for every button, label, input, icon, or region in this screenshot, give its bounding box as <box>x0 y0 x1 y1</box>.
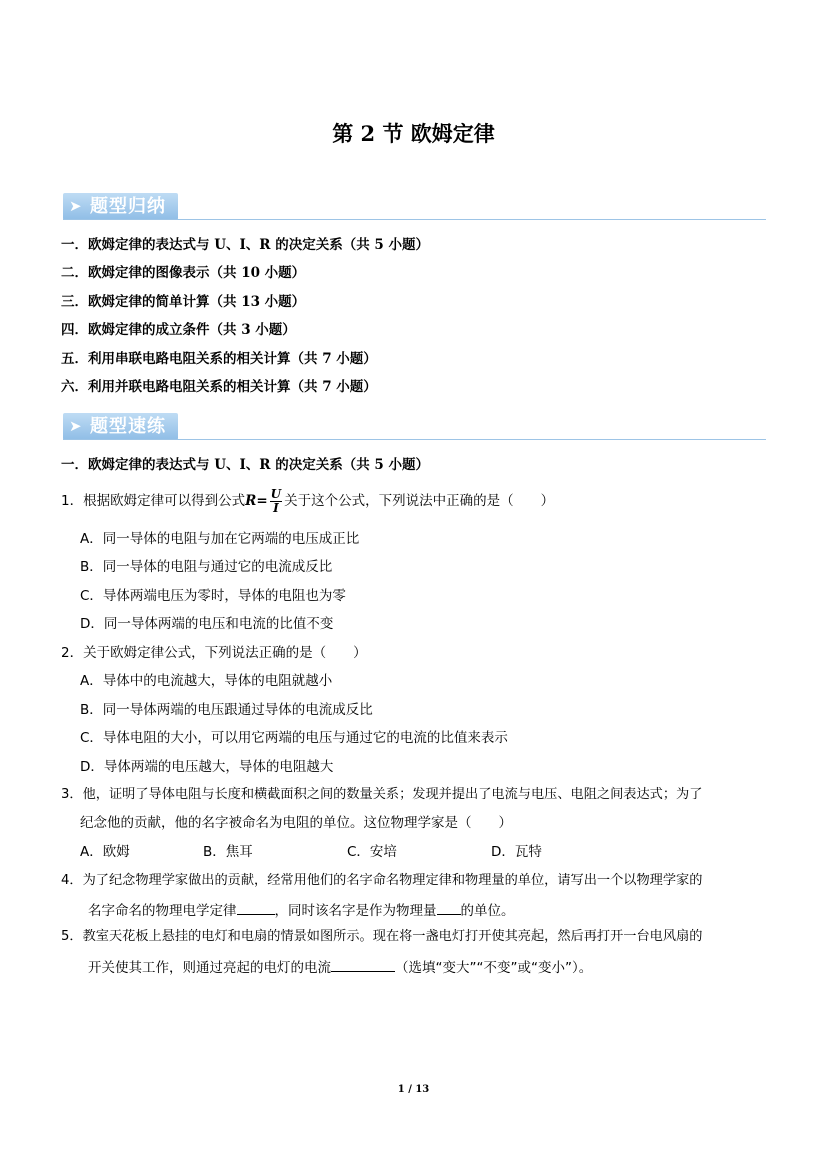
question-1 <box>61 487 771 515</box>
section-banner-practice <box>63 413 178 440</box>
question-stem-suffix: 关于这个公式，下列说法中正确的是（ ） <box>284 493 555 509</box>
option-d: D．同一导体两端的电压和电流的比值不变 <box>80 616 334 632</box>
question-2: 2．关于欧姆定律公式，下列说法正确的是（ ） <box>61 645 367 661</box>
formula-denominator: I <box>273 500 279 515</box>
question-4: 4．为了纪念物理学家做出的贡献，经常用他们的名字命名物理定律和物理量的单位，请写出一个以物理学家的 <box>61 873 703 888</box>
banner-label: 题型速练 <box>90 416 166 437</box>
option-c: C．导体两端电压为零时，导体的电阻也为零 <box>80 588 346 604</box>
question-5-cont <box>88 957 592 977</box>
answer-blank[interactable] <box>331 957 395 972</box>
answer-blank[interactable] <box>237 900 275 915</box>
formula-equals: = <box>256 493 268 509</box>
toc-item: 六．利用并联电路电阻关系的相关计算（共 7 小题） <box>61 379 377 395</box>
page-number: 1 / 13 <box>397 1084 430 1095</box>
toc-item: 二．欧姆定律的图像表示（共 10 小题） <box>61 265 306 281</box>
option-a: A．同一导体的电阻与加在它两端的电压成正比 <box>80 531 360 547</box>
toc-item: 四．欧姆定律的成立条件（共 3 小题） <box>61 322 296 338</box>
question-4-text: ，同时该名字是作为物理量 <box>274 903 437 919</box>
option-a: A．欧姆 <box>80 844 130 860</box>
question-4-text: 名字命名的物理电学定律 <box>88 903 237 919</box>
question-3: 3．他，证明了导体电阻与长度和横截面积之间的数量关系；发现并提出了电流与电压、电阻之间表达式；为了 <box>61 787 703 802</box>
option-d: D．瓦特 <box>491 844 542 860</box>
toc-item: 五．利用串联电路电阻关系的相关计算（共 7 小题） <box>61 351 377 367</box>
arrow-right-icon: ➤ <box>69 417 82 435</box>
option-c: C．安培 <box>347 844 397 860</box>
question-5-text: 开关使其工作，则通过亮起的电灯的电流 <box>88 960 331 976</box>
question-5-text: （选填“变大”“不变”或“变小”）。 <box>395 960 593 976</box>
formula-lhs: R <box>245 493 257 509</box>
question-4-cont <box>88 900 515 920</box>
question-stem: 1．根据欧姆定律可以得到公式 <box>61 493 246 509</box>
banner-divider <box>63 439 766 440</box>
toc-item: 一．欧姆定律的表达式与 U、I、R 的决定关系（共 5 小题） <box>61 237 429 253</box>
question-5: 5．教室天花板上悬挂的电灯和电扇的情景如图所示。现在将一盏电灯打开使其亮起，然后再打开一台电风扇的 <box>61 929 703 944</box>
answer-blank[interactable] <box>437 900 461 915</box>
section-banner-summary <box>63 193 178 220</box>
formula-fraction <box>270 488 282 515</box>
question-3-cont: 纪念他的贡献，他的名字被命名为电阻的单位。这位物理学家是（ ） <box>80 815 512 831</box>
banner-label: 题型归纳 <box>90 196 166 217</box>
arrow-right-icon: ➤ <box>69 197 82 215</box>
formula-numerator: U <box>270 486 282 501</box>
option-a: A．导体中的电流越大，导体的电阻就越小 <box>80 673 333 689</box>
toc-item: 三．欧姆定律的简单计算（共 13 小题） <box>61 294 306 310</box>
option-b: B．同一导体的电阻与通过它的电流成反比 <box>80 559 333 575</box>
question-4-text: 的单位。 <box>460 903 515 919</box>
section-heading: 一．欧姆定律的表达式与 U、I、R 的决定关系（共 5 小题） <box>61 457 429 473</box>
page-title: 第 2 节 欧姆定律 <box>332 121 495 146</box>
option-b: B．同一导体两端的电压跟通过导体的电流成反比 <box>80 702 373 718</box>
option-d: D．导体两端的电压越大，导体的电阻越大 <box>80 759 334 775</box>
banner-divider <box>63 219 766 220</box>
option-c: C．导体电阻的大小，可以用它两端的电压与通过它的电流的比值来表示 <box>80 730 508 746</box>
option-b: B．焦耳 <box>203 844 253 860</box>
